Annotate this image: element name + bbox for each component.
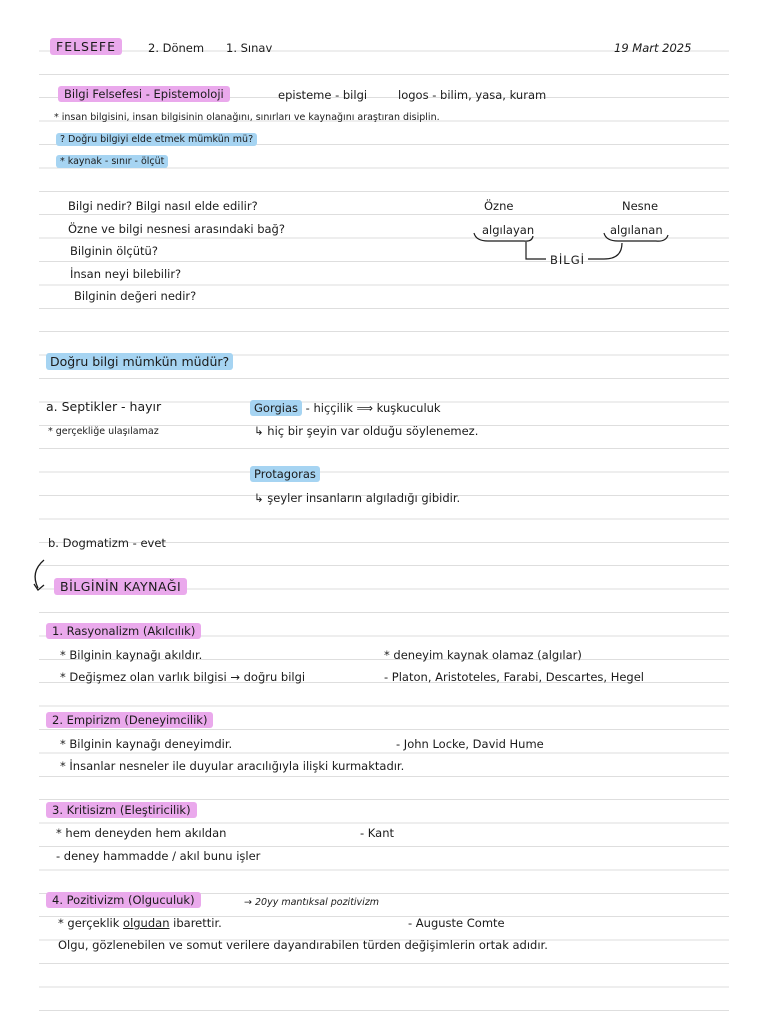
exam-label: 1. Sınav: [226, 41, 273, 55]
positivism-note: → 20yy mantıksal pozitivizm: [244, 897, 380, 908]
diagram-object: Nesne: [622, 199, 659, 213]
diagram-result: BİLGİ: [550, 253, 585, 267]
empiricism-point: * İnsanlar nesneler ile duyular aracılığıyla ilişki kurmaktadır.: [60, 759, 405, 773]
criticism-title: 3. Kritisizm (Eleştiricilik): [46, 803, 197, 817]
diagram-subject: Özne: [484, 199, 514, 213]
criticism-point: - deney hammadde / akıl bunu işler: [56, 849, 261, 863]
rationalism-point: * deneyim kaynak olamaz (algılar): [384, 648, 582, 662]
episteme-question: ? Doğru bilgiyi elde etmek mümkün mü?: [56, 133, 257, 147]
question-item: Bilginin ölçütü?: [70, 244, 158, 258]
possible-title: Doğru bilgi mümkün müdür?: [46, 355, 233, 369]
gorgias-line: Gorgias - hiççilik ⟹ kuşkuculuk: [250, 401, 441, 415]
term-label: 2. Dönem: [148, 41, 205, 55]
criticism-philosopher: - Kant: [360, 826, 394, 840]
etymology-logos: logos - bilim, yasa, kuram: [398, 88, 547, 102]
empiricism-philosophers: - John Locke, David Hume: [396, 737, 544, 751]
protagoras-name: Protagoras: [250, 467, 320, 481]
sources-title: BİLGİNİN KAYNAĞI: [54, 580, 187, 594]
episteme-title: Bilgi Felsefesi - Epistemoloji: [58, 87, 230, 101]
question-item: Bilginin değeri nedir?: [74, 289, 197, 303]
etymology-episteme: episteme - bilgi: [278, 88, 368, 102]
question-item: Özne ve bilgi nesnesi arasındaki bağ?: [68, 222, 285, 236]
gorgias-note: ↳ hiç bir şeyin var olduğu söylenemez.: [254, 424, 479, 438]
positivism-point: * gerçeklik olgudan ibarettir.: [58, 916, 222, 930]
dogmatism-heading: b. Dogmatizm - evet: [48, 536, 166, 550]
object-connector: [588, 243, 622, 259]
section-arrow: [35, 560, 44, 588]
diagram-subject-role: algılayan: [482, 223, 535, 237]
question-item: İnsan neyi bilebilir?: [70, 267, 182, 281]
episteme-definition: * insan bilgisini, insan bilgisinin olanağını, sınırları ve kaynağını araştıran disiplin.: [54, 112, 440, 123]
rationalism-title: 1. Rasyonalizm (Akılcılık): [46, 624, 201, 638]
episteme-criteria: * kaynak - sınır - ölçüt: [56, 155, 168, 169]
positivism-definition: Olgu, gözlenebilen ve somut verilere dayandırabilen türden değişimlerin ortak adıdır.: [58, 938, 548, 952]
subject-title: FELSEFE: [50, 40, 122, 54]
empiricism-title: 2. Empirizm (Deneyimcilik): [46, 713, 213, 727]
diagram-object-role: algılanan: [610, 223, 663, 237]
positivism-philosopher: - Auguste Comte: [408, 916, 505, 930]
criticism-point: * hem deneyden hem akıldan: [56, 826, 227, 840]
protagoras-note: ↳ şeyler insanların algıladığı gibidir.: [254, 491, 461, 505]
subject-connector: [526, 242, 546, 259]
positivism-title: 4. Pozitivizm (Olguculuk): [46, 893, 201, 907]
gorgias-name: Gorgias: [250, 400, 302, 416]
rationalism-philosophers: - Platon, Aristoteles, Farabi, Descartes, Hegel: [384, 670, 644, 684]
section-arrow-head: [34, 584, 44, 590]
skeptics-note: * gerçekliğe ulaşılamaz: [48, 426, 159, 437]
skeptics-heading: a. Septikler - hayır: [46, 399, 162, 414]
empiricism-point: * Bilginin kaynağı deneyimdir.: [60, 737, 233, 751]
question-item: Bilgi nedir? Bilgi nasıl elde edilir?: [68, 199, 258, 213]
date-label: 19 Mart 2025: [614, 41, 692, 55]
rationalism-point: * Bilginin kaynağı akıldır.: [60, 648, 203, 662]
rationalism-point: * Değişmez olan varlık bilgisi → doğru bilgi: [60, 670, 306, 684]
